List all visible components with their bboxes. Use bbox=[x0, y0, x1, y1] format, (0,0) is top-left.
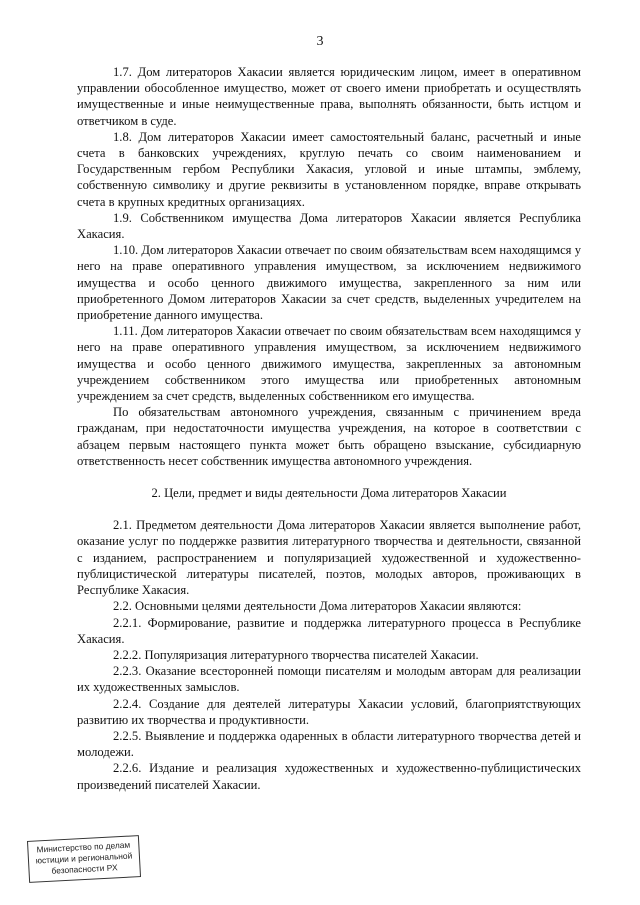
stamp-line: Министерство по делам bbox=[36, 839, 131, 855]
paragraph-2-2-2: 2.2.2. Популяризация литературного творчества писателей Хакасии. bbox=[113, 647, 479, 662]
stamp-line: безопасности РХ bbox=[51, 862, 118, 876]
paragraph-2-2-5: 2.2.5. Выявление и поддержка одаренных в области литературного творчества детей и молодежи. bbox=[77, 728, 581, 760]
paragraph-2-2-3: 2.2.3. Оказание всесторонней помощи писателям и молодым авторам для реализации их художественных замыслов. bbox=[77, 664, 581, 695]
document-body bbox=[77, 64, 581, 793]
stamp-line: юстиции и региональной bbox=[35, 850, 133, 866]
paragraph-2-2-4: 2.2.4. Создание для деятелей литературы Хакасии условий, благоприятствующих развитию их творчества и продуктивности. bbox=[77, 696, 581, 727]
paragraph-1-11-liability: По обязательствам автономного учреждения, связанным с причинением вреда гражданам, при недостаточности имущества учреждения, на которое в соответствии с абзацем первым настоящего пункта может быть обращено взыскание, субсидиарную ответственность несет собственник имущества автономного учреждения. bbox=[77, 405, 581, 468]
paragraph-2-2-6: 2.2.6. Издание и реализация художественных и художественно-публицистических произведений писателей Хакасии. bbox=[77, 761, 581, 792]
paragraph-2-2-1: 2.2.1. Формирование, развитие и поддержка литературного процесса в Республике Хакасия. bbox=[77, 615, 581, 646]
paragraph-1-11: 1.11. Дом литераторов Хакасии отвечает по своим обязательствам всем находящимся у него на праве оперативного управления имуществом, за исключением недвижимого имущества и особо ценного движимого имущества, закрепленных за автономным учреждением собственником этого имущества или приобретенных автономным учреждением за счет средств, выделенных собственником его имущества. bbox=[77, 324, 581, 404]
paragraph-1-9: 1.9. Собственником имущества Дома литераторов Хакасии является Республика Хакасия. bbox=[77, 210, 581, 242]
ministry-stamp bbox=[27, 835, 141, 883]
section-heading: 2. Цели, предмет и виды деятельности Дома литераторов Хакасии bbox=[151, 486, 507, 501]
paragraph-1-10: 1.10. Дом литераторов Хакасии отвечает по своим обязательствам всем находящимся у него на праве оперативного управления имуществом, за исключением недвижимого имущества и особо ценного движимого имущества, закрепленного за ним или приобретенного Домом литераторов Хакасии за счет средств, выделенных учредителем на приобретение данного имущества. bbox=[77, 243, 581, 323]
paragraph-2-1: 2.1. Предметом деятельности Дома литераторов Хакасии является выполнение работ, оказание услуг по поддержке развития литературного творчества и деятельности, связанной с изданием, распространением и популяризацией художественной и художественно-публицистической литературы писателей, поэтов, молодых авторов, проживающих в Республике Хакасия. bbox=[77, 518, 581, 598]
paragraph-1-8: 1.8. Дом литераторов Хакасии имеет самостоятельный баланс, расчетный и иные счета в банковских учреждениях, круглую печать со своим наименованием и Государственным гербом Республики Хакасия, угловой и иные штампы, эмблему, собственную символику и другие реквизиты в установленном порядке, вправе открывать счета в крупных кредитных организациях. bbox=[77, 129, 581, 209]
paragraph-2-2: 2.2. Основными целями деятельности Дома литераторов Хакасии являются: bbox=[113, 599, 522, 614]
paragraph-1-7: 1.7. Дом литераторов Хакасии является юридическим лицом, имеет в оперативном управлении обособленное имущество, может от своего имени приобретать и осуществлять имущественные и иные неимущественные права, выполнять обязанности, быть истцом и ответчиком в суде. bbox=[77, 65, 581, 128]
page-number: 3 bbox=[316, 34, 324, 49]
